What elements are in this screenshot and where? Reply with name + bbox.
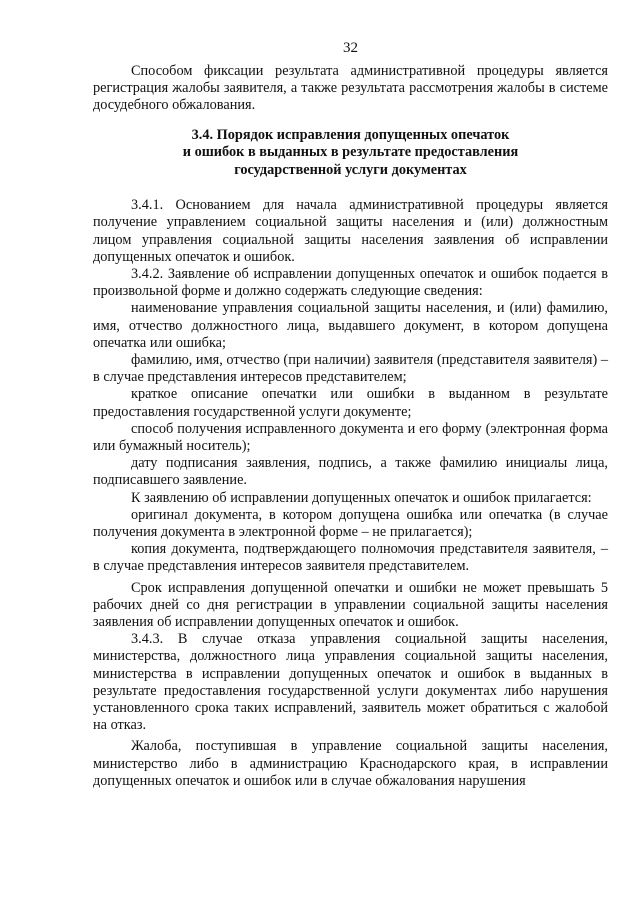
heading-line: государственной услуги документах <box>234 161 467 178</box>
paragraph-3-4-2: 3.4.2. Заявление об исправлении допущенных опечаток и ошибок подается в произвольной форме и должно содержать следующие сведения: <box>93 265 608 300</box>
heading-line: и ошибок в выданных в результате предоставления <box>182 144 519 161</box>
paragraph-complaint: Жалоба, поступившая в управление социальной защиты населения, министерство либо в администрацию Краснодарского края, в исправлении допущенных опечаток и ошибок или в случае обжалования нарушения <box>93 738 608 789</box>
list-item-original-document: оригинал документа, в котором допущена ошибка или опечатка (в случае получения документа в электронной форме – не прилагается); <box>93 506 608 540</box>
list-item-applicant-name: фамилию, имя, отчество (при наличии) заявителя (представителя заявителя) – в случае представления интересов представителем; <box>93 351 608 386</box>
list-item-office-name: наименование управления социальной защиты населения, и (или) фамилию, имя, отчество должностного лица, выдавшего документ, в котором допущена опечатка или ошибка; <box>93 300 608 351</box>
list-item-authority-copy: копия документа, подтверждающего полномочия представителя заявителя, – в случае представления интересов заявителя представителем. <box>93 541 608 575</box>
paragraph-attachments: К заявлению об исправлении допущенных опечаток и ошибок прилагается: <box>131 489 592 506</box>
paragraph-3-4-1: 3.4.1. Основанием для начала административной процедуры является получение управлением социальной защиты населения и (или) должностным лицом управления социальной защиты населения заявления об исправлении допущенных опечаток и ошибок. <box>93 197 608 265</box>
paragraph-deadline: Срок исправления допущенной опечатки и ошибки не может превышать 5 рабочих дней со дня регистрации в управлении социальной защиты населения заявления об исправлении допущенных опечаток и ошибок. <box>93 579 608 630</box>
intro-paragraph: Способом фиксации результата административной процедуры является регистрация жалобы заявителя, а также результата рассмотрения жалобы в системе досудебного обжалования. <box>93 63 608 114</box>
document-body <box>93 63 608 790</box>
page-number: 32 <box>343 40 358 56</box>
paragraph-3-4-3: 3.4.3. В случае отказа управления социальной защиты населения, министерства, должностного лица управления социальной защиты населения, министерства в исправлении допущенных опечаток и ошибок в выданных в результате предоставления государственной услуги документах либо нарушения установленного срока таких исправлений, заявитель может обратиться с жалобой на отказ. <box>93 631 608 734</box>
heading-line: 3.4. Порядок исправления допущенных опечаток <box>191 126 510 143</box>
list-item-error-description: краткое описание опечатки или ошибки в выданном в результате предоставления государственной услуги документе; <box>93 386 608 420</box>
list-item-delivery-method: способ получения исправленного документа и его форму (электронная форма или бумажный носитель); <box>93 420 608 454</box>
list-item-signature-date: дату подписания заявления, подпись, а также фамилию инициалы лица, подписавшего заявление. <box>93 455 608 489</box>
section-heading <box>93 127 608 180</box>
